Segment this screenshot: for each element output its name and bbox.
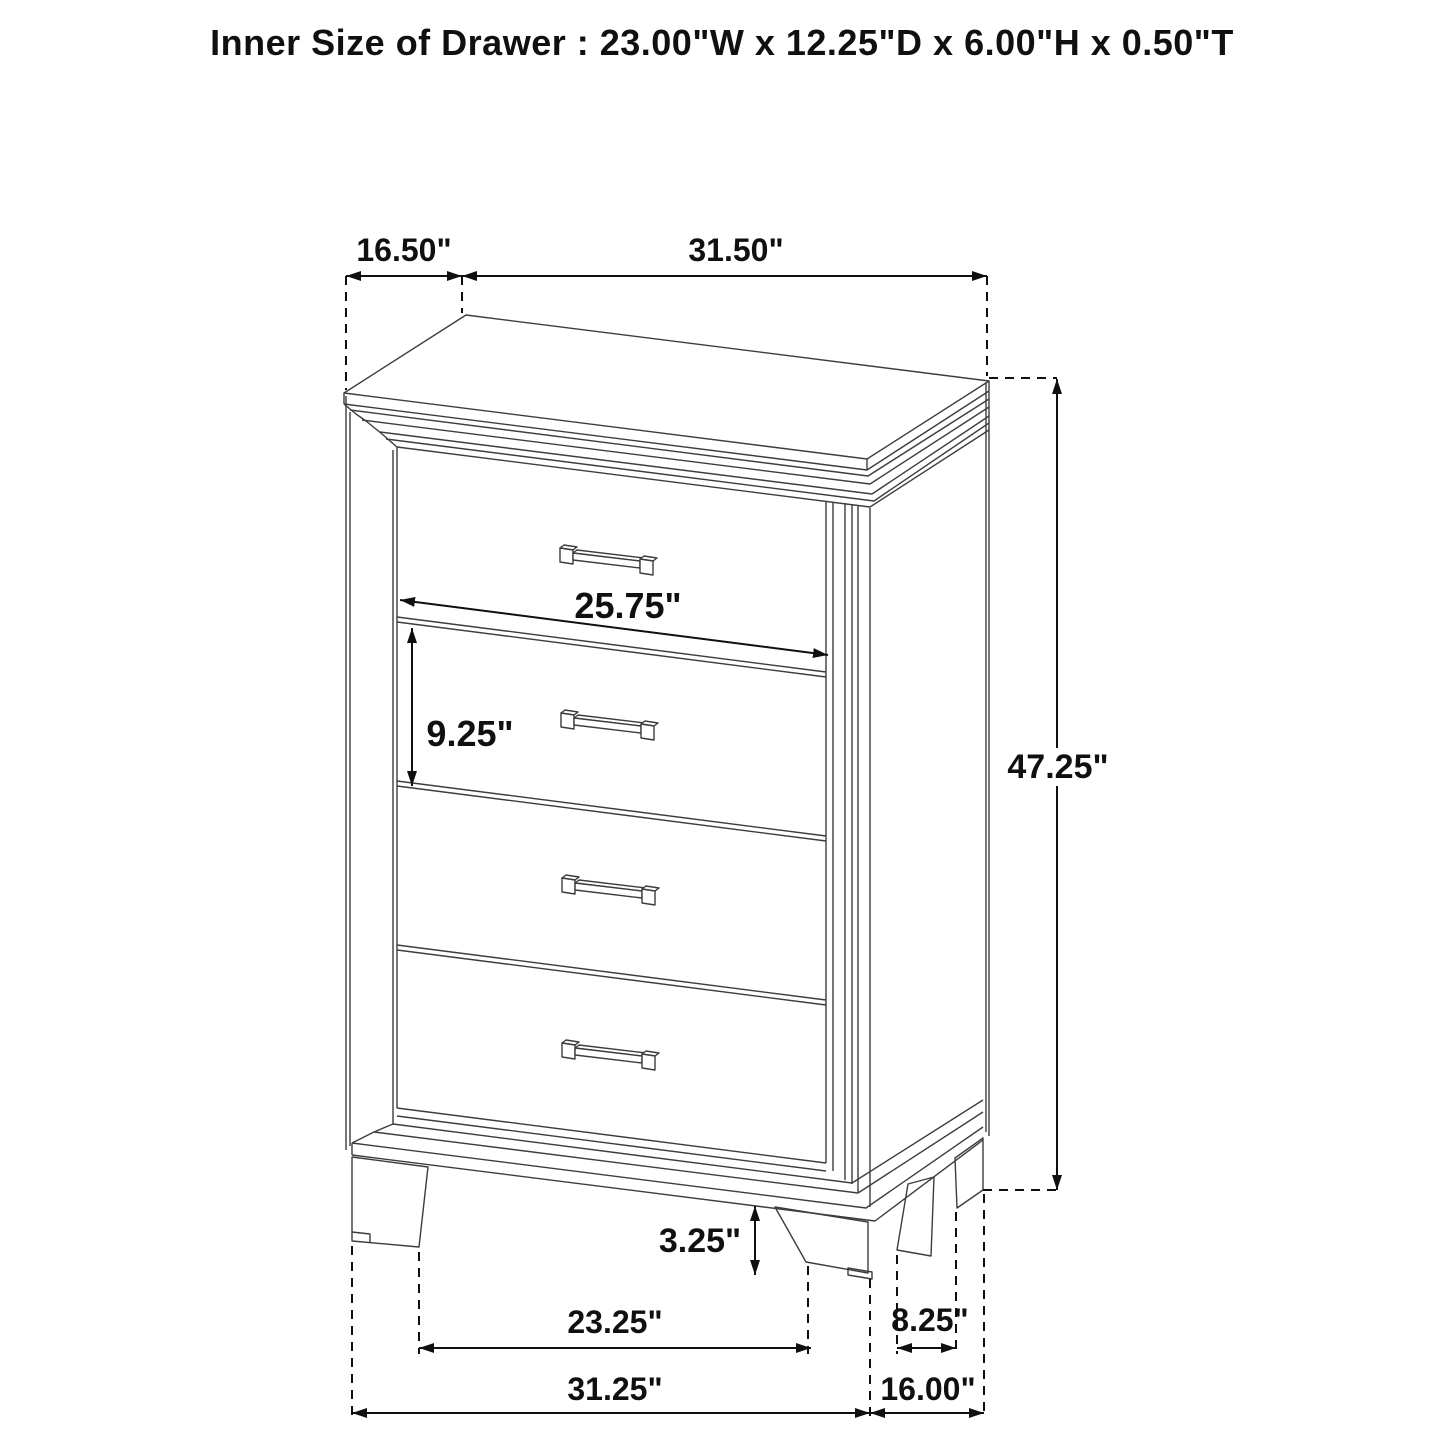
drawer-handle-2 xyxy=(561,710,658,740)
drawer-handle-1 xyxy=(560,545,657,575)
dim-label-front-feet-inner-span: 23.25" xyxy=(567,1304,663,1340)
chest-top-slab xyxy=(344,315,989,470)
drawer-handle-4 xyxy=(562,1040,659,1070)
dim-label-drawer-face-height: 9.25" xyxy=(426,713,514,754)
dim-label-side-feet-span: 8.25" xyxy=(891,1302,969,1338)
dim-label-drawer-width: 25.75" xyxy=(574,585,682,626)
base-molding xyxy=(352,1100,983,1221)
carcass-edges xyxy=(346,383,989,1207)
dim-label-top-depth: 16.50" xyxy=(356,232,452,268)
dim-label-leg-height: 3.25" xyxy=(658,1222,742,1260)
drawing-title: Inner Size of Drawer : 23.00"W x 12.25"D x 6.00"H x 0.50"T xyxy=(210,22,1234,63)
dim-label-base-side-depth: 16.00" xyxy=(880,1371,976,1407)
dim-label-overall-height: 47.25" xyxy=(1002,748,1113,786)
dim-label-base-front-width: 31.25" xyxy=(567,1371,663,1407)
drawer-handle-3 xyxy=(562,875,659,905)
dim-label-top-width: 31.50" xyxy=(688,232,784,268)
